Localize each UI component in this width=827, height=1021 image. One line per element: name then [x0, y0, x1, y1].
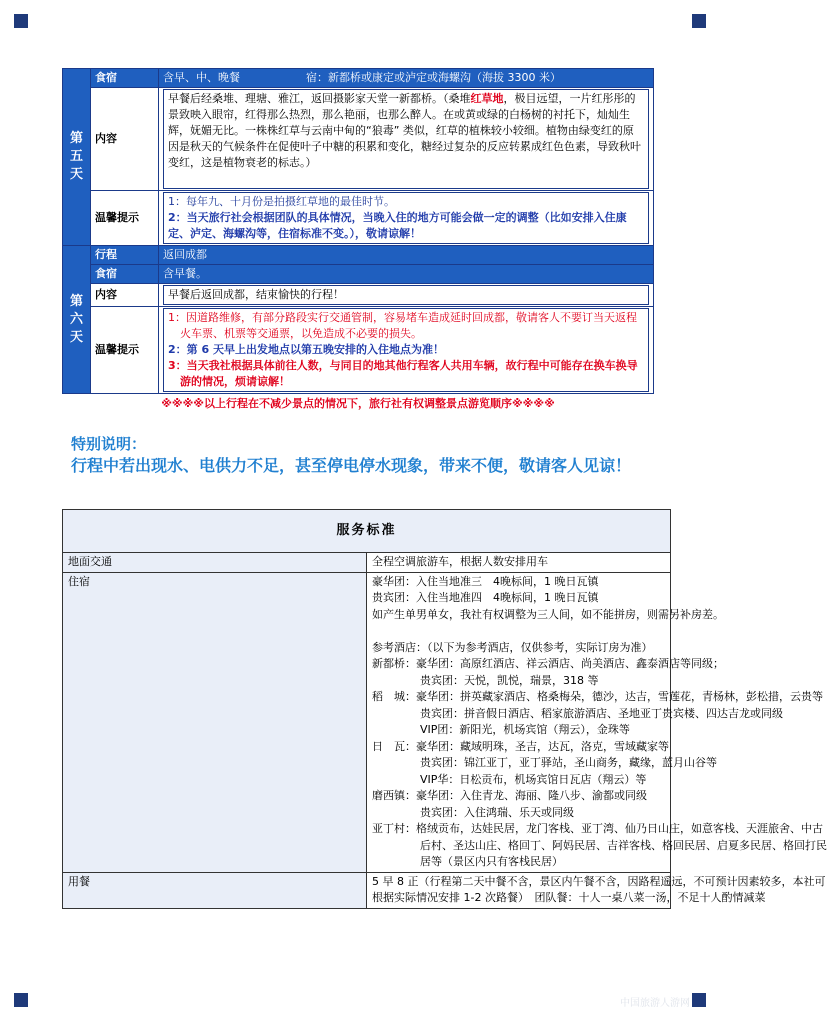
lodging-value — [367, 572, 827, 872]
lodging-line: 贵宾团：锦江亚丁，亚丁驿站，圣山商务，藏缘，蓝月山谷等 — [420, 756, 717, 769]
day5-tips-label: 温馨提示 — [91, 191, 159, 246]
lodging-line: 居等（景区内只有客栈民居） — [420, 855, 563, 868]
day6-tip-1: 1：因道路维修，有部分路段实行交通管制，容易堵车造成延时回成都，敬请客人不要订当天返程火车票、机票等交通票，以免造成不必要的损失。 — [168, 311, 637, 340]
day5-label: 第 五 天 — [63, 69, 91, 246]
transport-label: 地面交通 — [63, 553, 367, 573]
day6-meals-row — [63, 265, 654, 284]
lodging-line: 稻 城：豪华团：拼英藏家酒店、格桑梅朵，德沙，达吉，雪莲花，青杨林，彭松措，云贵等 — [372, 690, 823, 703]
service-standard-table — [62, 509, 827, 909]
day5-tips-cell — [159, 191, 654, 246]
lodging-line: 贵宾团：入住鸿瑞、乐天或同级 — [420, 805, 574, 819]
day6-tips-label: 温馨提示 — [91, 307, 159, 394]
day6-route-value: 返回成都 — [159, 246, 654, 265]
day6-route-row — [63, 246, 654, 265]
lodging-line: 新都桥：豪华团：高原红酒店、祥云酒店、尚美酒店、鑫泰酒店等同级； — [372, 657, 724, 670]
corner-decoration — [692, 14, 706, 28]
lodging-line: VIP华：日松贡布，机场宾馆日瓦店（翔云）等 — [420, 772, 647, 786]
day5-meals-value: 含早、中、晚餐 宿：新都桥或康定或泸定或海螺沟（海拔 3300 米） — [159, 69, 654, 88]
corner-decoration — [692, 993, 706, 1007]
itinerary-note: ※※※※以上行程在不减少景点的情况下，旅行社有权调整景点游览顺序※※※※ — [161, 397, 555, 410]
day6-meals-label: 食宿 — [91, 265, 159, 284]
lodging-line: 如产生单男单女，我社有权调整为三人间，如不能拼房，则需另补房差。 — [372, 607, 724, 621]
transport-value: 全程空调旅游车，根据人数安排用车 — [367, 553, 671, 573]
corner-decoration — [14, 993, 28, 1007]
lodging-line: 亚丁村：格绒贡布，达娃民居，龙门客栈、亚丁湾、仙乃日山庄，如意客栈、天涯旅舍、中古 — [372, 822, 823, 835]
meals-value: 5 早 8 正（行程第二天中餐不含，景区内午餐不含，因路程遥远，不可预计因素较多，本社可 根据实际情况安排 1-2 次路餐） 团队餐：十人一桌八菜一汤，不足十人酌情减菜 — [367, 872, 671, 908]
service-transport-row — [63, 553, 671, 573]
day6-content-row — [63, 284, 654, 307]
day5-content-cell — [159, 88, 654, 191]
special-text: 行程中若出现水、电供力不足，甚至停电停水现象，带来不便，敬请客人见谅！ — [71, 456, 632, 475]
day6-content-label: 内容 — [91, 284, 159, 307]
day5-content-row — [63, 88, 654, 191]
lodging-line: 后村、圣达山庄、格回丁、阿妈民居、吉祥客栈、格回民居、启夏多民居、格回打民 — [420, 838, 827, 852]
day5-content-label: 内容 — [91, 88, 159, 191]
service-meals-row — [63, 872, 671, 908]
lodging-line: 参考酒店：（以下为参考酒店，仅供参考，实际订房为准） — [372, 640, 653, 654]
red-grass-highlight: 红草地 — [470, 92, 504, 105]
day5-meals-label: 食宿 — [91, 69, 159, 88]
special-notice — [71, 434, 631, 478]
day5-tips-row — [63, 191, 654, 246]
lodging-line: 贵宾团：拼音假日酒店、稻家旅游酒店、圣地亚丁贵宾楼、四达吉龙或同级 — [420, 706, 783, 720]
day6-tip-3: 3：当天我社根据具体前往人数，与同目的地其他行程客人共用车辆，故行程中可能存在换车换导游的情况，烦请谅解！ — [168, 359, 638, 388]
day6-tip-2: 2：第 6 天早上出发地点以第五晚安排的入住地点为准！ — [168, 343, 444, 356]
meals-label: 用餐 — [63, 872, 367, 908]
day5-content-text: 早餐后经桑堆、理塘、雅江，返回摄影家天堂一新都桥。（桑堆红草地，极目远望，一片红彤彤的景致映入眼帘，红得那么热烈，那么艳丽，也那么醉人。在或黄或绿的白杨树的衬托下，灿灿生辉，妩媚无比。一株株红草与云南中甸的“狼毒” 类似，红草的植株较小较细。植物由绿变红的原因是秋天的气候条件在促使叶子中糖的积累和变化，糖经过复杂的反应转累成红色色素，导致秋叶变红，这是植物衰老的标志。） — [163, 89, 649, 189]
day6-meals-value: 含早餐。 — [159, 265, 654, 284]
lodging-line: 贵宾团：入住当地准四 4晚标间，1 晚日瓦镇 — [372, 591, 599, 604]
lodging-line: 磨西镇：豪华团：入住青龙、海丽、隆八步、渝都或同级 — [372, 789, 647, 802]
day5-tip-2: 2：当天旅行社会根据团队的具体情况，当晚入住的地方可能会做一定的调整（比如安排入住康定、泸定、海螺沟等，住宿标准不变。），敬请谅解！ — [168, 211, 627, 240]
lodging-line: VIP团：新阳光，机场宾馆（翔云），金珠等 — [420, 723, 630, 736]
service-lodging-row — [63, 572, 671, 872]
day6-content-text: 早餐后返回成都，结束愉快的行程！ — [163, 285, 649, 305]
watermark: 中国旅游人游网 — [620, 998, 690, 1009]
day6-route-label: 行程 — [91, 246, 159, 265]
day6-tips-row — [63, 307, 654, 394]
lodging-line — [372, 623, 665, 640]
lodging-line: 豪华团：入住当地准三 4晚标间，1 晚日瓦镇 — [372, 574, 599, 588]
day6-label: 第 六 天 — [63, 246, 91, 394]
itinerary-table — [62, 68, 654, 413]
lodging-line: 日 瓦：豪华团：藏域明珠，圣吉，达瓦，洛克，雪域藏家等 — [372, 739, 669, 753]
lodging-line: 贵宾团：天悦，凯悦，瑞景，318 等 — [420, 673, 599, 687]
corner-decoration — [14, 14, 28, 28]
service-title: 服务标准 — [63, 510, 671, 553]
special-title: 特别说明： — [71, 435, 147, 453]
day5-tip-1: 1：每年九、十月份是拍摄红草地的最佳时节。 — [168, 195, 395, 208]
day5-meals-row — [63, 69, 654, 88]
lodging-label: 住宿 — [63, 572, 367, 872]
